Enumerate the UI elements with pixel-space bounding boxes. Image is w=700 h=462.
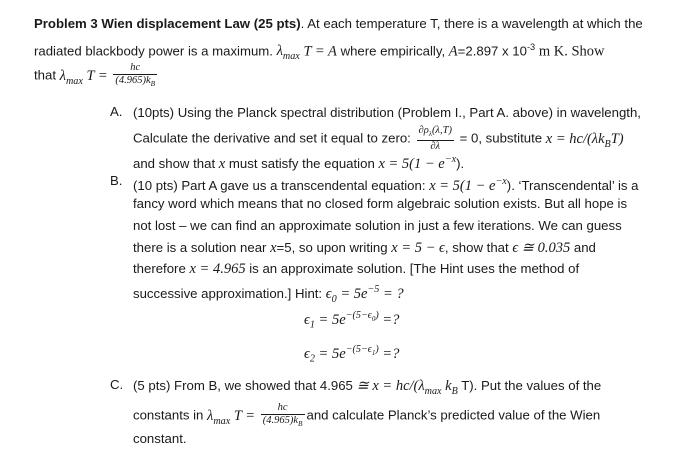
problem-intro-line-1 [34,15,643,33]
part-c-line-3: constant. [133,431,187,446]
eps0-eq: $\epsilon_0 = 5e^{-5}$ = ? [325,284,404,305]
part-b-var-x: x [270,240,277,256]
part-b-line-4 [133,239,596,257]
part-a-line-3 [133,151,464,173]
part-b-text-4c: =5, so upon writing [276,240,388,255]
part-b-text-5c: is an approximate solution. [The Hint uses the method of [249,261,580,276]
problem-intro-line-3 [34,62,159,90]
part-a-line-2 [133,125,624,153]
part-b-eq: $x = 5(1 - e^{-x}$ [429,176,507,194]
transcendental-eq: $x = 5(1 - e^{-x}$ [378,154,457,172]
eps1-eq: $\epsilon_1 = 5e^{-(5-\epsilon_0)}$ =? [304,310,400,331]
part-c-text-1a: (5 pts) From B, we showed that 4.965 [133,378,353,393]
part-b-text-4a: there is a solution near [133,240,267,255]
part-b-eq-eps: x = 5 − ϵ [391,240,445,256]
part-c-line-2 [133,402,600,430]
part-b-line-5 [133,260,579,278]
lambda-symbol: $\lambda_{max}$ [276,43,300,63]
eps2-eq: $\epsilon_2 = 5e^{-(5-\epsilon_1)}$ =? [304,344,400,365]
part-c-text-2d: and calculate Planck’s predicted value of the Wien [306,407,601,423]
part-b-text-4e: , show that [444,240,509,255]
part-c-eq: ≅ $x = hc/(\lambda_{max}$ $k_B$ [356,378,458,397]
intro-var-a: A [448,43,458,60]
derivative-fraction: $\frac{\partial\rho_\lambda(\lambda,T)}{\partial\lambda}$ [418,125,452,153]
part-c-label: C. [110,377,124,392]
part-c-text-1d: T). Put the values of the [461,378,602,393]
part-b-label: B. [110,173,123,188]
intro-text-1: . At each temperature T, there is a wavelength at which the [300,16,643,31]
part-b-line-6 [133,281,404,309]
intro-text-3a: that [34,67,56,83]
part-a-line-1: (10pts) Using the Planck spectral distribution (Problem I., Part A. above) in wavelength, [133,105,641,120]
substitution-eq: $x = hc/(\lambda k_BT)$ [545,130,624,150]
intro-text-2a: radiated blackbody power is a maximum. [34,43,273,59]
intro-text-2e: where empirically, [340,43,446,59]
part-a-label: A. [110,104,123,119]
part-b-line-3: not lost – we can find an approximate solution in just a few iterations. We can guess [133,218,622,233]
part-a-text-3e: ). [456,155,465,171]
part-b-hint: successive approximation.] Hint: [133,285,323,301]
part-b-eps-value: ϵ ≅ 0.035 [512,240,571,256]
part-c-text-2a: constants in [133,407,204,423]
part-b-text-1a: (10 pts) Part A gave us a transcendental equation: [133,177,426,193]
part-a-var-x: x [218,155,226,172]
part-b-x-value: x = 4.965 [189,261,246,277]
part-a-text-3a: and show that [133,155,216,171]
part-a-text-3c: must satisfy the equation [228,155,375,171]
part-a-text-2b: = 0, substitute [459,130,543,146]
part-b-line-2: fancy word which means that no closed form algebraic solution exists. But all hope is [133,196,628,211]
intro-exponent: -3 [526,42,536,52]
intro-value: =2.897 x 10 [457,43,527,59]
part-b-line-1 [133,173,638,195]
lambda-symbol: $\lambda_{max}$ T = [59,67,108,87]
wien-fraction-c: $\frac{hc}{(4.965)k_B}$ [262,402,303,429]
wien-fraction: $\frac{hc}{(4.965)k_B}$ [115,62,156,89]
intro-eq-a: T = A [303,43,337,60]
part-b-text-5a: therefore [133,261,186,276]
part-b-text-1c: ). ‘Transcendental’ is a [506,177,639,193]
lambda-symbol: $\lambda_{max}$ T = [207,407,256,427]
part-b-text-4g: and [573,240,596,255]
part-a-text-2a: Calculate the derivative and set it equal to zero: [133,130,411,146]
problem-title: Problem 3 Wien displacement Law (25 pts) [34,16,301,31]
intro-units: m K. Show [538,43,605,60]
part-c-line-1 [133,377,601,401]
